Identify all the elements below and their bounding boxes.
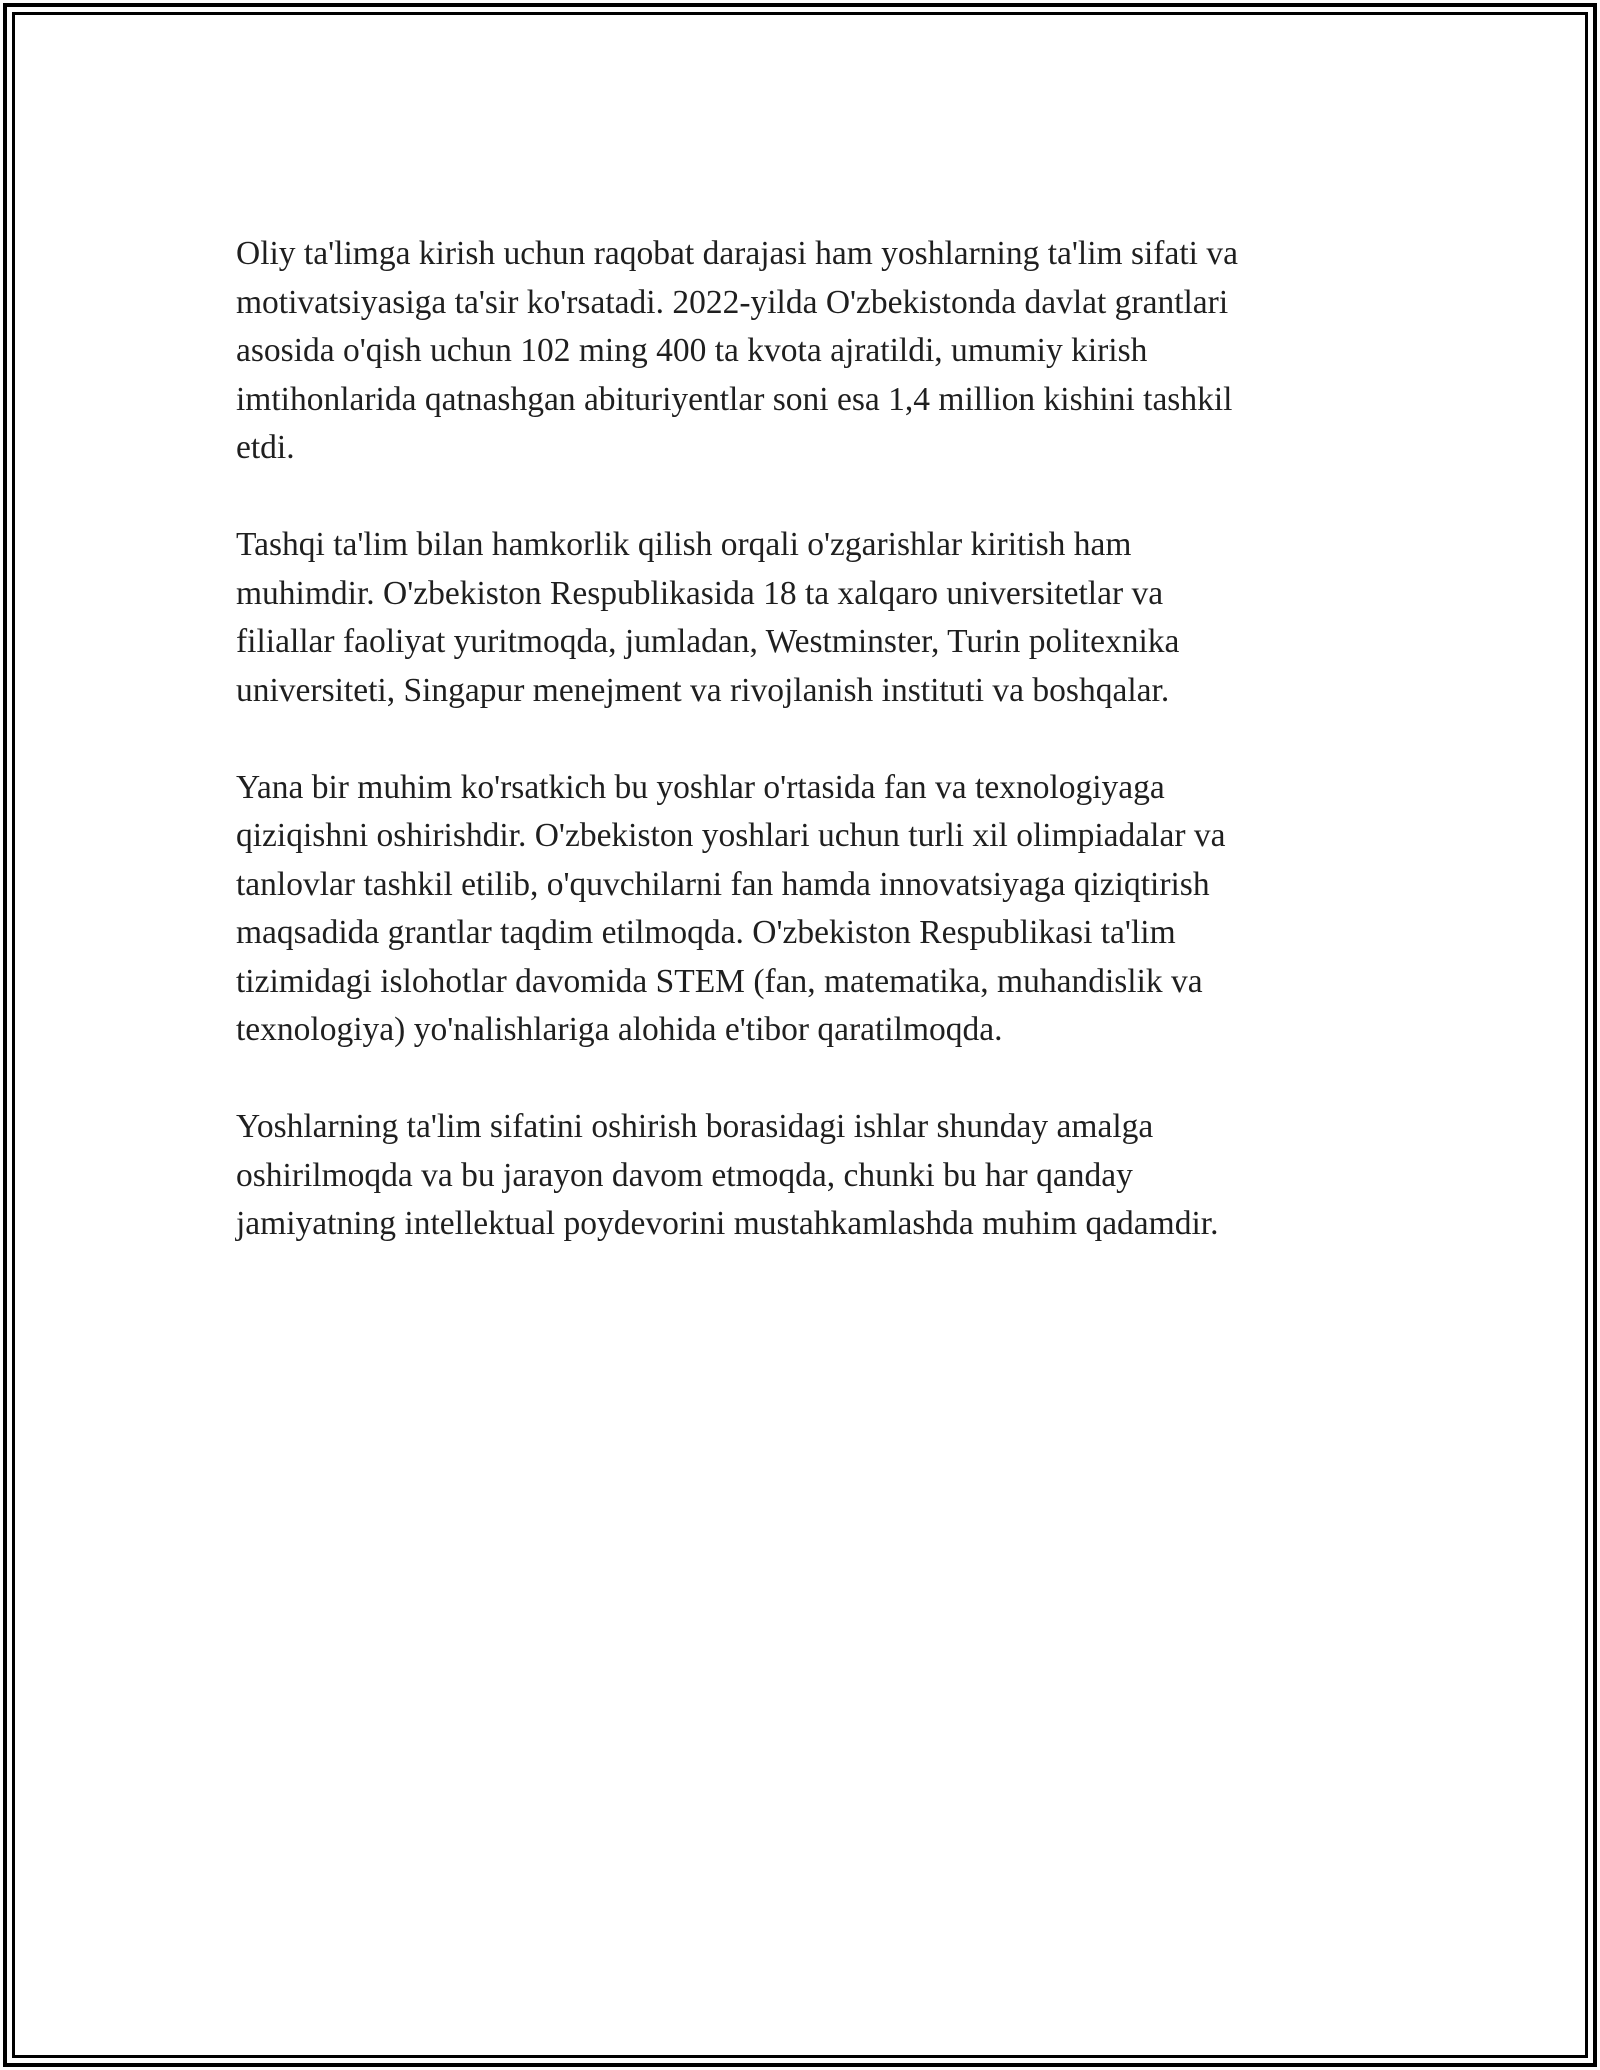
text-line: Yana bir muhim ko'rsatkich bu yoshlar o'rtasida fan va texnologiyaga — [236, 768, 1165, 806]
text-line: imtihonlarida qatnashgan abituriyentlar soni esa 1,4 million kishini tashkil — [236, 380, 1233, 418]
text-line: jamiyatning intellektual poydevorini mustahkamlashda muhim qadamdir. — [236, 1205, 1219, 1242]
text-line: texnologiya) yo'nalishlariga alohida e'tibor qaratilmoqda. — [236, 1011, 1003, 1048]
text-line: muhimdir. O'zbekiston Respublikasida 18 ta xalqaro universitetlar va — [236, 574, 1164, 612]
text-line: asosida o'qish uchun 102 ming 400 ta kvota ajratildi, umumiy kirish — [236, 332, 1148, 369]
paragraph-admission-competition — [236, 230, 1356, 473]
text-line: maqsadida grantlar taqdim etilmoqda. O'zbekiston Respublikasi ta'lim — [236, 914, 1176, 951]
paragraph-external-cooperation — [236, 521, 1356, 715]
text-line: universiteti, Singapur menejment va rivojlanish instituti va boshqalar. — [236, 671, 1170, 709]
text-line: Tashqi ta'lim bilan hamkorlik qilish orqali o'zgarishlar kiritish ham — [236, 526, 1132, 563]
text-line: motivatsiyasiga ta'sir ko'rsatadi. 2022-yilda O'zbekistonda davlat grantlari — [236, 283, 1229, 321]
text-line: filiallar faoliyat yuritmoqda, jumladan, Westminster, Turin politexnika — [236, 623, 1180, 660]
paragraph-science-interest — [236, 764, 1356, 1055]
document-body — [236, 230, 1356, 1297]
paragraph-conclusion — [236, 1103, 1356, 1249]
text-line: qiziqishni oshirishdir. O'zbekiston yoshlari uchun turli xil olimpiadalar va — [236, 817, 1226, 854]
text-line: etdi. — [236, 429, 295, 466]
text-line: oshirilmoqda va bu jarayon davom etmoqda, chunki bu har qanday — [236, 1156, 1133, 1194]
text-line: Yoshlarning ta'lim sifatini oshirish borasidagi ishlar shunday amalga — [236, 1108, 1154, 1145]
text-line: tanlovlar tashkil etilib, o'quvchilarni fan hamda innovatsiyaga qiziqtirish — [236, 865, 1210, 903]
text-line: tizimidagi islohotlar davomida STEM (fan, matematika, muhandislik va — [236, 962, 1203, 1000]
text-line: Oliy ta'limga kirish uchun raqobat darajasi ham yoshlarning ta'lim sifati va — [236, 235, 1238, 272]
